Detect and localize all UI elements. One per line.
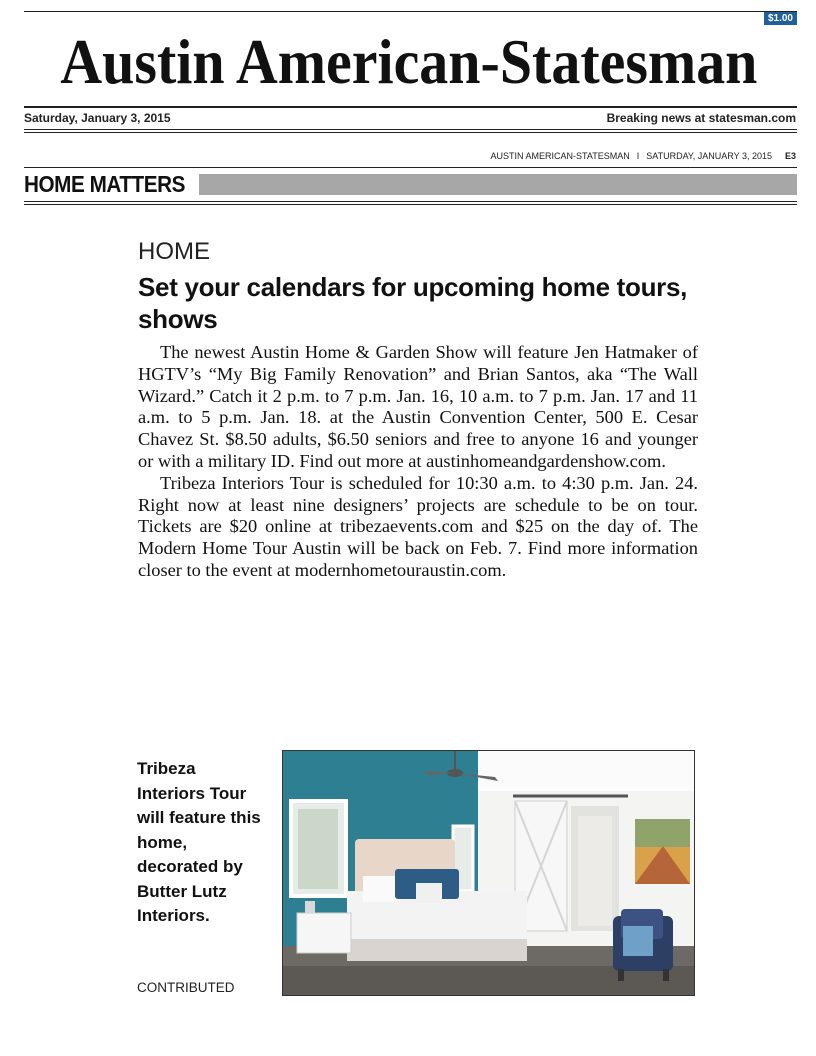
price-badge: $1.00: [764, 12, 797, 25]
masthead: [20, 22, 798, 102]
section-rule-lower: [24, 201, 797, 202]
article-body: [138, 342, 698, 582]
section-fill-bar: [199, 174, 797, 195]
masthead-rule-lower-2: [24, 132, 797, 133]
article-paragraph: The newest Austin Home & Garden Show will feature Jen Hatmaker of HGTV’s “My Big Family Renovation” and Brian Santos, aka “The Wall Wizard.” Catch it 2 p.m. to 7 p.m. Jan. 16, 10 a.m. to 7 p.m. Jan. 17 and 11 a.m. to 5 p.m. Jan. 18. at the Austin Convention Center, 500 E. Cesar Chavez St. $8.50 adults, $6.50 seniors and free to anyone 16 and younger or with a military ID. Find out more at austinhomeandgardenshow.com.: [138, 342, 698, 471]
section-rule-upper: [24, 167, 797, 168]
article-paragraph: Tribeza Interiors Tour is scheduled for 10:30 a.m. to 4:30 p.m. Jan. 24. Right now at least nine designers’ projects are schedule to be on tour. Tickets are $20 online at tribezaevents.com and $25 on the day of. The Modern Home Tour Austin will be back on Feb. 7. Find more information closer to the event at modernhometouraustin.com.: [138, 472, 698, 580]
masthead-rule-lower: [24, 129, 797, 130]
article-kicker: HOME: [138, 238, 210, 265]
page-header-separator: I: [636, 151, 640, 161]
masthead-tagline: Breaking news at statesman.com: [606, 111, 796, 125]
section-bar: [24, 171, 797, 197]
page-header: [491, 151, 796, 161]
masthead-date: Saturday, January 3, 2015: [24, 111, 171, 125]
page-header-date: SATURDAY, JANUARY 3, 2015: [646, 151, 772, 161]
top-rule: [24, 11, 797, 12]
masthead-title: Austin American-Statesman: [60, 26, 758, 97]
photo-credit: CONTRIBUTED: [137, 980, 235, 995]
section-label: HOME MATTERS: [24, 170, 185, 197]
page-number: E3: [784, 151, 796, 161]
article-headline: Set your calendars for upcoming home tours, shows: [138, 272, 688, 334]
bedroom-photo: [282, 750, 695, 996]
bedroom-photo-illustration: [283, 751, 694, 995]
section-rule-lower-2: [24, 204, 797, 205]
page-header-paper: AUSTIN AMERICAN-STATESMAN: [490, 151, 630, 161]
masthead-rule-upper: [24, 106, 797, 108]
photo-caption: Tribeza Interiors Tour will feature this home, decorated by Butter Lutz Interiors.: [137, 759, 261, 925]
